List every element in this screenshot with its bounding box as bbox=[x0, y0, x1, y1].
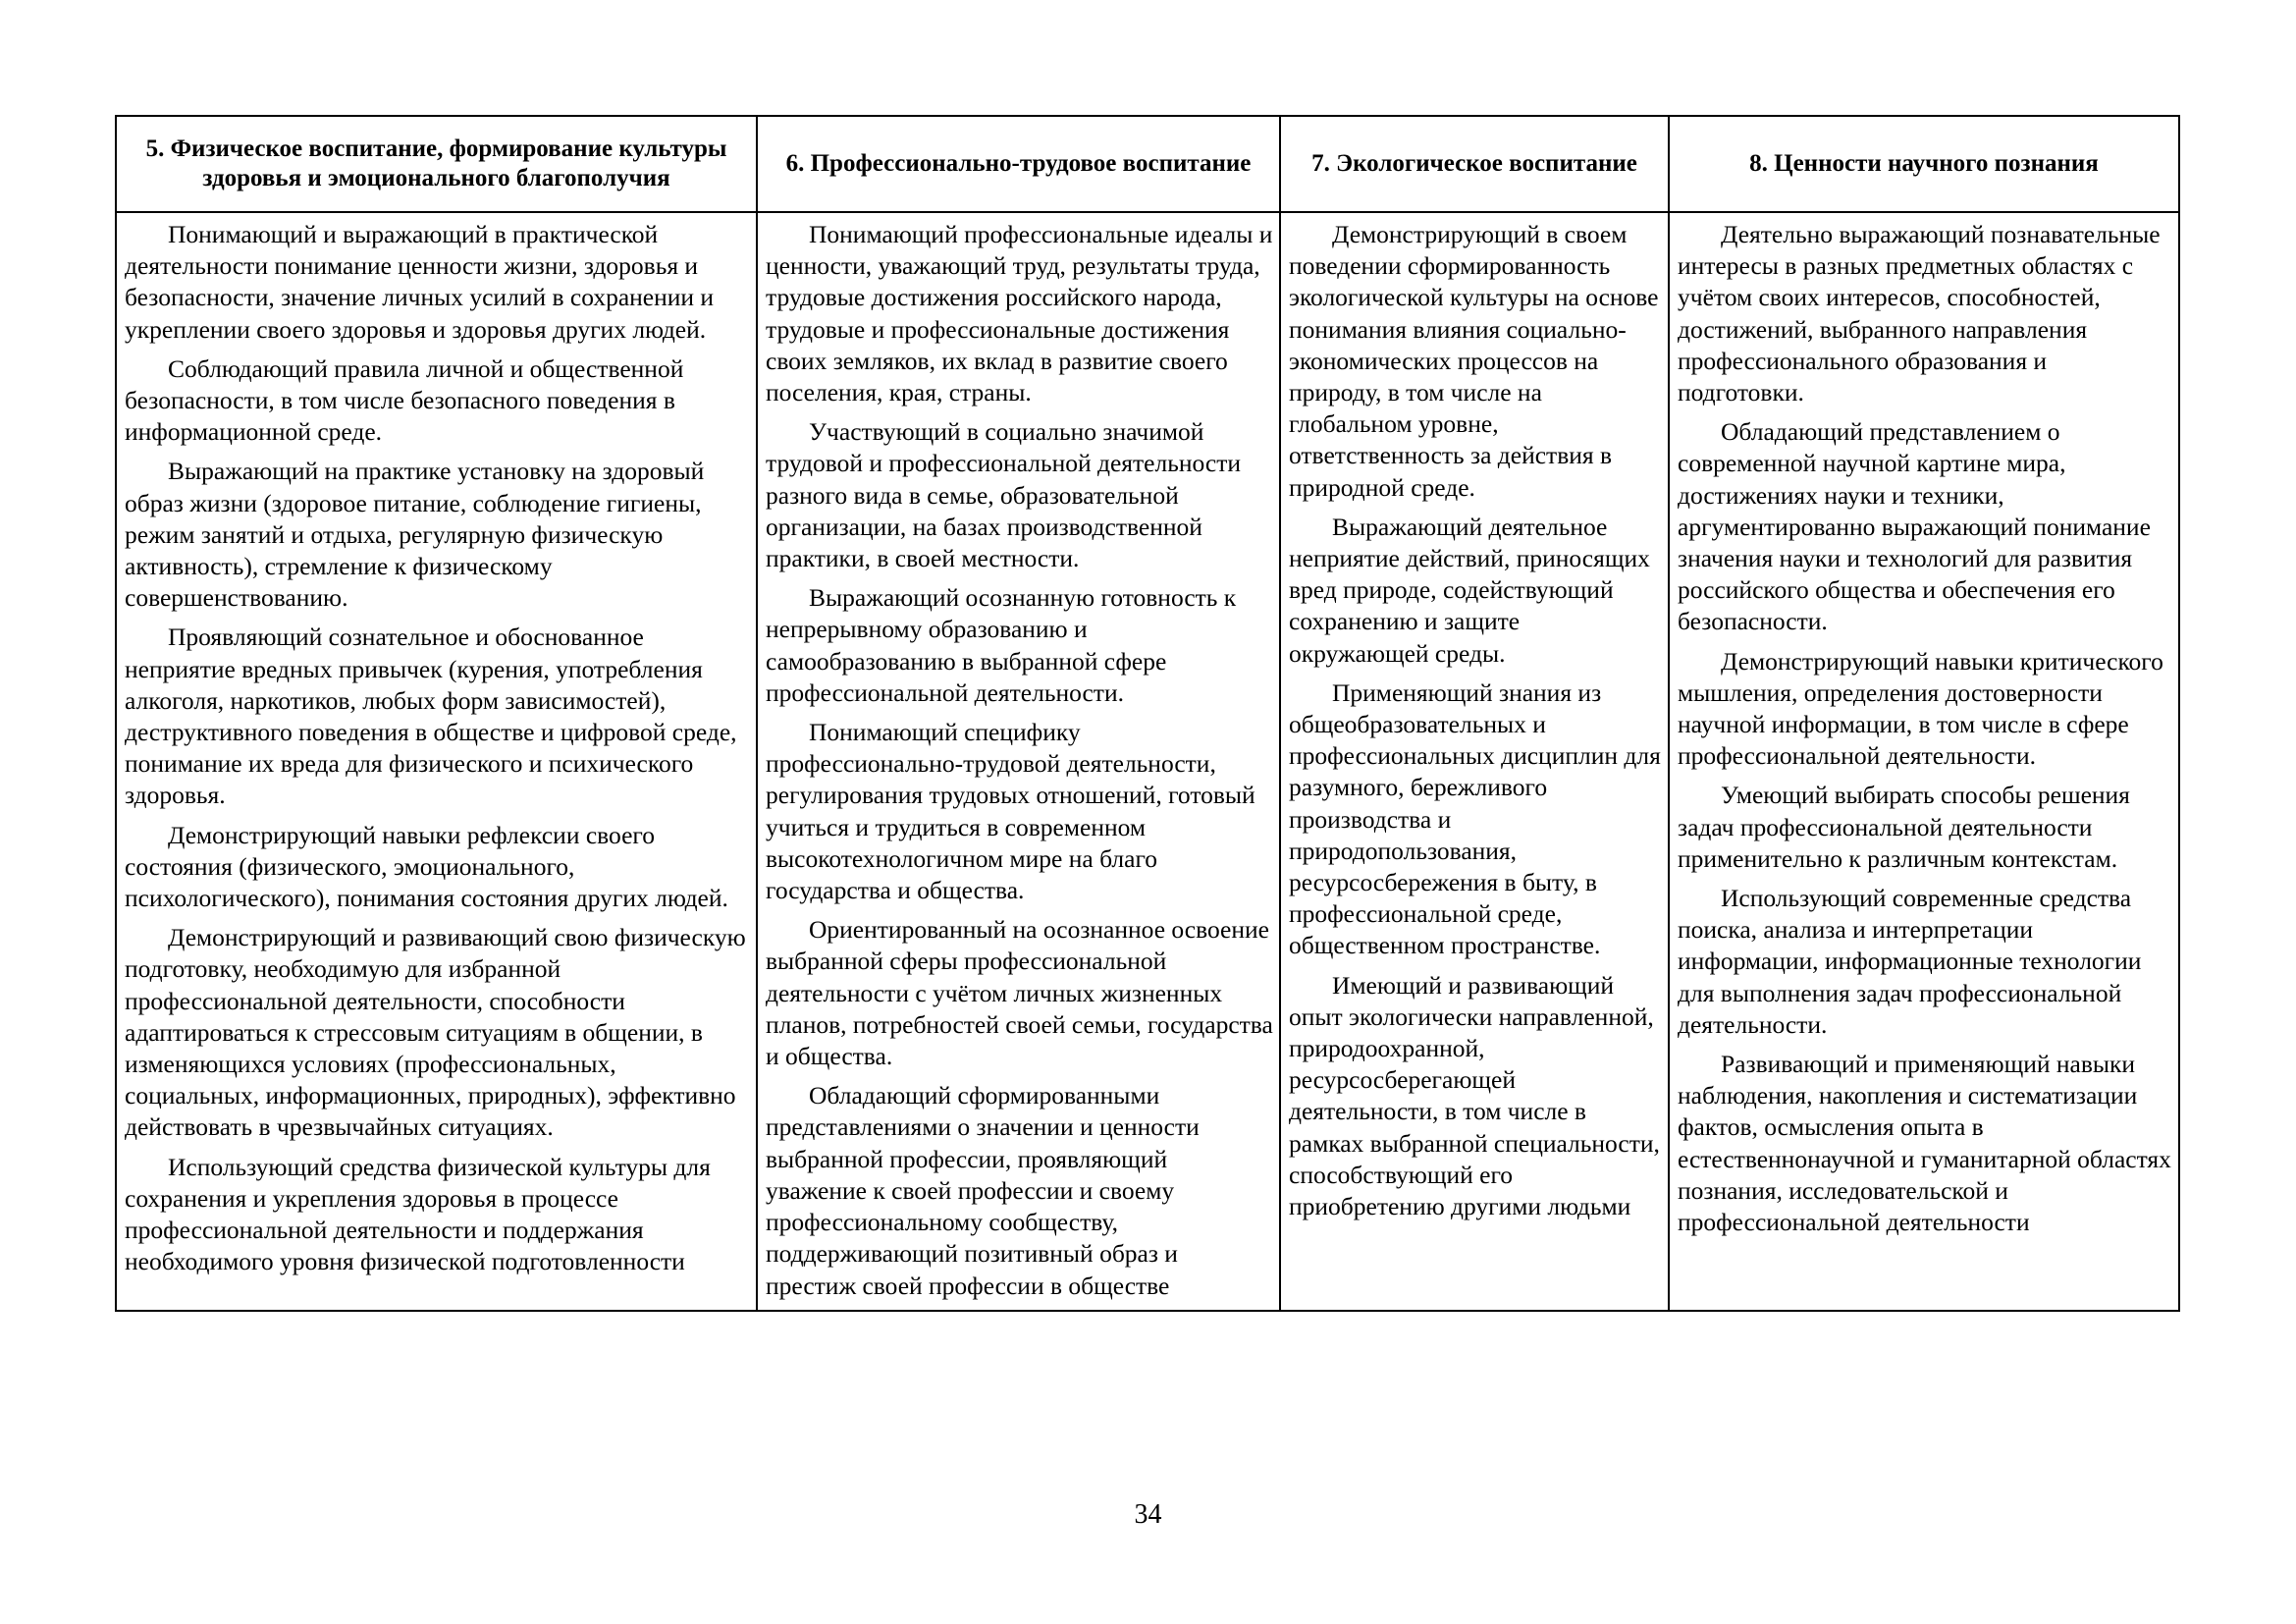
column-heading-physical-education: 5. Физическое воспитание, формирование культуры здоровья и эмоционального благополучия bbox=[116, 116, 757, 212]
column-cell-ecological-education bbox=[1280, 212, 1669, 1311]
paragraph: Понимающий профессиональные идеалы и ценности, уважающий труд, результаты труда, трудовые достижения российского народа, трудовые и профессиональные достижения своих земляков, их вклад в развитие своего поселения, края, страны. bbox=[766, 220, 1273, 407]
paragraph: Демонстрирующий навыки критического мышления, определения достоверности научной информации, в том числе в сфере профессиональной деятельности. bbox=[1678, 646, 2163, 771]
column-cell-professional-labor-education bbox=[757, 212, 1280, 1311]
paragraph: Демонстрирующий навыки рефлексии своего состояния (физического, эмоционального, психологического), понимания состояния других людей. bbox=[125, 820, 728, 913]
paragraph: Использующий средства физической культуры для сохранения и укрепления здоровья в процессе профессиональной деятельности и поддержания необходимого уровня физической подготовленности bbox=[125, 1152, 711, 1276]
paragraph: Выражающий деятельное неприятие действий, приносящих вред природе, содействующий сохранению и защите окружающей среды. bbox=[1289, 512, 1650, 668]
paragraph: Участвующий в социально значимой трудовой и профессиональной деятельности разного вида в семье, образовательной организации, на базах производственной практики, в своей местности. bbox=[766, 417, 1241, 573]
column-heading-professional-labor-education: 6. Профессионально-трудовое воспитание bbox=[757, 116, 1280, 212]
values-table bbox=[115, 115, 2180, 1312]
paragraph: Имеющий и развивающий опыт экологически направленной, природоохранной, ресурсосберегающей деятельности, в том числе в рамках выбранной специальности, способствующий его приобретению другими людьми bbox=[1289, 970, 1660, 1221]
page-number: 34 bbox=[1134, 1499, 1162, 1530]
paragraph: Обладающий сформированными представлениями о значении и ценности выбранной профессии, проявляющий уважение к своей профессии и своему профессиональному сообществу, поддерживающий позитивный образ и престиж своей профессии в обществе bbox=[766, 1081, 1200, 1300]
paragraph: Понимающий и выражающий в практической деятельности понимание ценности жизни, здоровья и безопасности, значение личных усилий в сохранении и укреплении своего здоровья и здоровья других людей. bbox=[125, 220, 715, 344]
table-body-row bbox=[116, 212, 2179, 1311]
paragraph: Выражающий осознанную готовность к непрерывному образованию и самообразованию в выбранной сфере профессиональной деятельности. bbox=[766, 583, 1237, 707]
column-heading-ecological-education: 7. Экологическое воспитание bbox=[1280, 116, 1669, 212]
document-page bbox=[115, 115, 2178, 1312]
paragraph: Понимающий специфику профессионально-трудовой деятельности, регулирования трудовых отношений, готовый учиться и трудиться в современном высокотехнологичном мире на благо государства и общества. bbox=[766, 718, 1255, 905]
column-cell-scientific-knowledge-values bbox=[1669, 212, 2179, 1311]
paragraph: Умеющий выбирать способы решения задач профессиональной деятельности применительно к различным контекстам. bbox=[1678, 781, 2130, 873]
paragraph: Выражающий на практике установку на здоровый образ жизни (здоровое питание, соблюдение гигиены, режим занятий и отдыха, регулярную физическую активность), стремление к физическому совершенствованию. bbox=[125, 457, 705, 613]
paragraph: Соблюдающий правила личной и общественной безопасности, в том числе безопасного поведения в информационной среде. bbox=[125, 353, 684, 447]
paragraph: Проявляющий сознательное и обоснованное неприятие вредных привычек (курения, употребления алкоголя, наркотиков, любых форм зависимостей), деструктивного поведения в обществе и цифровой среде, понимание их вреда для физического и психического здоровья. bbox=[125, 623, 737, 810]
paragraph: Деятельно выражающий познавательные интересы в разных предметных областях с учётом своих интересов, способностей, достижений, выбранного направления профессионального образования и подготовки. bbox=[1678, 220, 2161, 407]
paragraph: Демонстрирующий и развивающий свою физическую подготовку, необходимую для избранной профессиональной деятельности, способности адаптироваться к стрессовым ситуациям в общении, в изменяющихся условиях (профессиональных, социальных, информационных, природных), эффективно действовать в чрезвычайных ситуациях. bbox=[125, 923, 746, 1142]
paragraph: Демонстрирующий в своем поведении сформированность экологической культуры на основе понимания влияния социально-экономических процессов на природу, в том числе на глобальном уровне, ответственность за действия в природной среде. bbox=[1289, 220, 1659, 502]
paragraph: Применяющий знания из общеобразовательных и профессиональных дисциплин для разумного, бережливого производства и природопользования, ресурсосбережения в быту, в профессиональной среде, общественном пространстве. bbox=[1289, 677, 1661, 960]
paragraph: Обладающий представлением о современной научной картине мира, достижениях науки и техники, аргументированно выражающий понимание значения науки и технологий для развития российского общества и обеспечения его безопасности. bbox=[1678, 417, 2151, 636]
paragraph: Ориентированный на осознанное освоение выбранной сферы профессиональной деятельности с учётом личных жизненных планов, потребностей своей семьи, государства и общества. bbox=[766, 915, 1273, 1071]
paragraph: Развивающий и применяющий навыки наблюдения, накопления и систематизации фактов, осмысления опыта в естественнонаучной и гуманитарной областях познания, исследовательской и профессиональной деятельности bbox=[1678, 1050, 2171, 1237]
column-cell-physical-education bbox=[116, 212, 757, 1311]
paragraph: Использующий современные средства поиска, анализа и интерпретации информации, информационные технологии для выполнения задач профессиональной деятельности. bbox=[1678, 884, 2142, 1039]
column-heading-scientific-knowledge-values: 8. Ценности научного познания bbox=[1669, 116, 2179, 212]
table-header-row bbox=[116, 116, 2179, 212]
